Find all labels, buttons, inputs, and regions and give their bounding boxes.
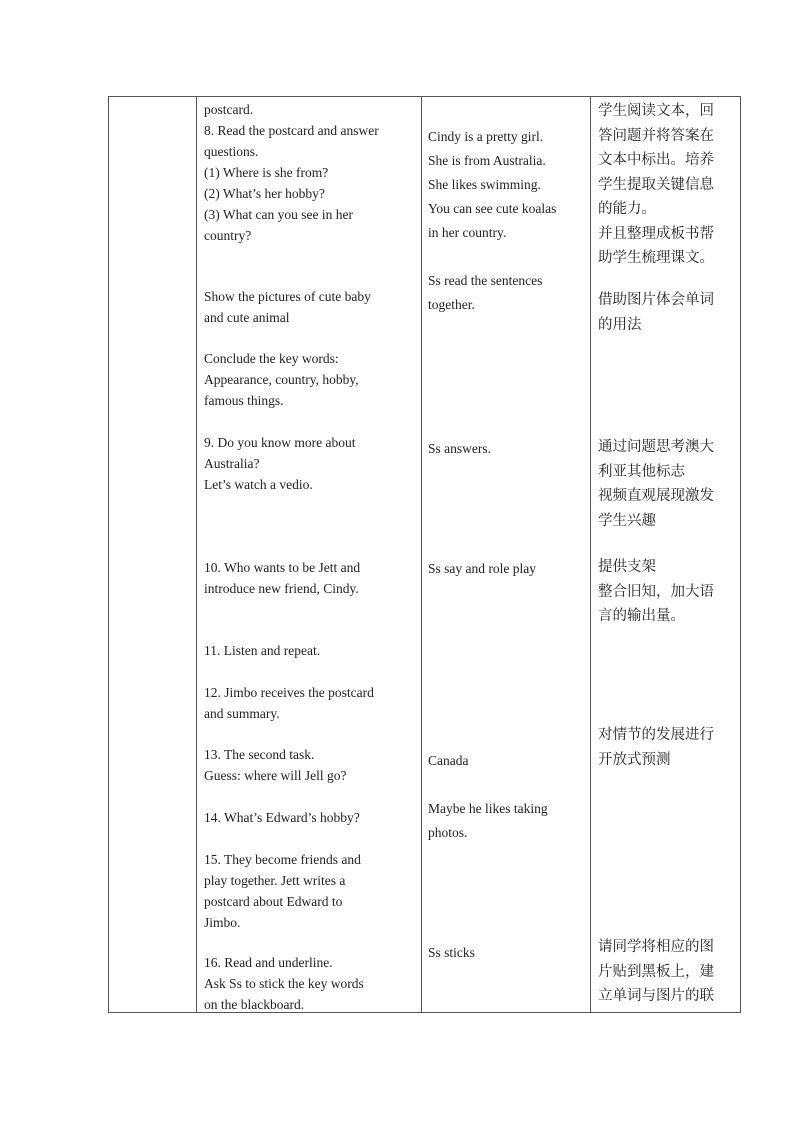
student-activity-line: Cindy is a pretty girl. [428,129,544,144]
student-activity-line: You can see cute koalas [428,201,557,216]
teacher-activity-line: 8. Read the postcard and answer [204,123,379,138]
teacher-activity-line: 13. The second task. [204,747,315,762]
teacher-activity-line: introduce new friend, Cindy. [204,581,359,596]
design-intention-line: 提供支架 [598,559,656,575]
teacher-activity-line: (3) What can you see in her [204,207,353,222]
teacher-activity-line: questions. [204,144,259,159]
design-intention-column [591,97,741,1012]
design-intention-line: 整合旧知，加大语 [598,583,714,600]
design-intention-line: 对情节的发展进行 [598,727,714,743]
teacher-activity-line: 11. Listen and repeat. [204,643,321,658]
design-intention-line: 立单词与图片的联 [598,988,714,1004]
teacher-activity-line: famous things. [204,393,284,408]
design-intention-line: 利亚其他标志 [598,463,685,480]
teacher-activity-line: Let’s watch a vedio. [204,477,313,492]
student-activity-line: Ss sticks [428,945,475,960]
design-intention-line: 片贴到黑板上，建 [598,963,714,980]
teacher-activity-line: Appearance, country, hobby, [204,372,359,387]
design-intention-line: 借助图片体会单词 [598,292,714,308]
design-intention-line: 并且整理成板书帮 [598,225,714,242]
teacher-activity-line: 10. Who wants to be Jett and [204,560,361,575]
teacher-activity-line: 16. Read and underline. [204,955,333,970]
design-intention-line: 助学生梳理课文。 [598,250,714,266]
student-activity-line: Ss read the sentences [428,273,543,288]
teacher-activity-line: and summary. [204,706,280,721]
teacher-activity-line: play together. Jett writes a [204,873,346,888]
design-intention-line: 学生提取关键信息 [598,176,714,193]
teacher-activity-line: 14. What’s Edward’s hobby? [204,810,360,825]
design-intention-line: 请同学将相应的图 [598,939,714,955]
design-intention-line: 文本中标出。培养 [598,152,714,168]
teacher-activity-line: 12. Jimbo receives the postcard [204,685,374,700]
teacher-activity-line: (2) What’s her hobby? [204,186,325,201]
student-activity-line: Canada [428,753,469,768]
teacher-activity-line: Show the pictures of cute baby [204,289,371,304]
design-intention-line: 视频直观展现激发 [598,488,714,504]
student-activity-line: Ss answers. [428,441,491,456]
design-intention-line: 答问题并将答案在 [598,127,714,144]
design-intention-line: 的能力。 [598,201,656,217]
design-intention-line: 言的输出量。 [598,608,685,624]
teacher-activity-line: on the blackboard. [204,997,305,1012]
student-activity-line: Ss say and role play [428,561,536,576]
design-intention-line: 开放式预测 [598,751,671,768]
teacher-activity-line: Australia? [204,456,260,471]
student-activity-line: She is from Australia. [428,153,546,168]
student-activity-line: Maybe he likes taking [428,801,548,816]
lesson-plan-table [108,96,741,1013]
teacher-activity-line: Ask Ss to stick the key words [204,976,364,991]
teacher-activity-line: 15. They become friends and [204,852,361,867]
teacher-activity-line: Guess: where will Jell go? [204,768,347,783]
teacher-activity-line: postcard. [204,102,254,117]
design-intention-line: 学生阅读文本，回 [598,103,714,119]
teacher-activity-line: 9. Do you know more about [204,435,356,450]
teacher-activity-line: (1) Where is she from? [204,165,329,180]
teacher-activity-line: postcard about Edward to [204,894,343,909]
stage-column [109,97,196,1012]
teacher-activity-line: and cute animal [204,310,290,325]
teacher-activity-column [197,97,421,1012]
teacher-activity-line: Jimbo. [204,915,241,930]
student-activity-line: together. [428,297,475,312]
teacher-activity-line: country? [204,228,252,243]
student-activity-line: She likes swimming. [428,177,541,192]
design-intention-line: 学生兴趣 [598,512,656,529]
teacher-activity-line: Conclude the key words: [204,351,339,366]
student-activity-line: in her country. [428,225,507,240]
design-intention-line: 的用法 [598,316,642,333]
student-activity-column [422,97,590,1012]
design-intention-line: 通过问题思考澳大 [598,439,714,455]
student-activity-line: photos. [428,825,468,840]
